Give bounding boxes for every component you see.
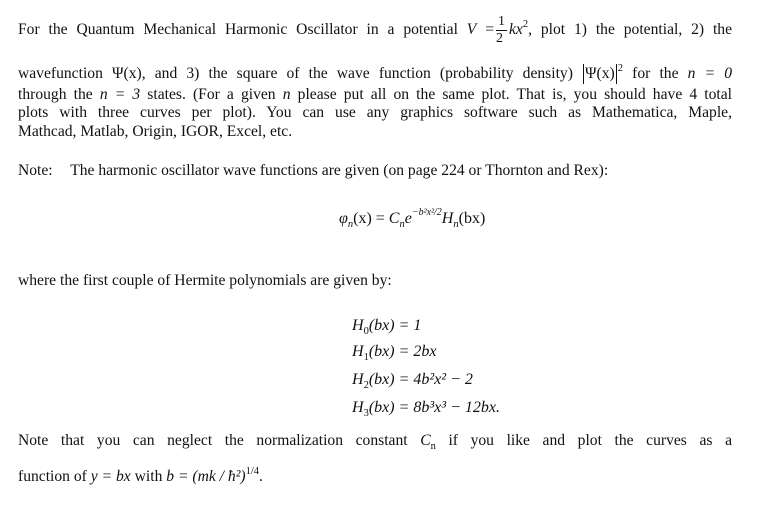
paragraph-line-1	[18, 15, 732, 46]
paragraph-line-5	[18, 123, 292, 141]
h-symbol: H	[352, 317, 364, 334]
hermite-h1	[352, 343, 436, 363]
exponent: 2	[617, 63, 623, 74]
c-symbol: C	[388, 210, 400, 227]
paragraph-line-3	[18, 86, 732, 104]
fraction-numerator: 1	[497, 14, 505, 29]
subscript: 0	[363, 326, 369, 337]
hermite-h3	[352, 399, 500, 419]
hermite-intro	[18, 272, 392, 290]
subscript: n	[347, 219, 354, 230]
text-span: through the	[18, 86, 93, 103]
hermite-h2	[352, 371, 473, 391]
text-span: for the	[632, 65, 679, 82]
exponent: 1/4	[245, 466, 259, 477]
h-symbol: H	[441, 210, 454, 227]
abs-bar-right	[616, 64, 617, 84]
abs-psi	[582, 65, 623, 82]
psi-expression: Ψ(x)	[112, 65, 142, 82]
text-span: states. (For a given	[147, 86, 276, 103]
potential-symbol: V	[466, 21, 477, 39]
fraction-denominator: 2	[495, 31, 503, 46]
subscript: 2	[363, 380, 369, 391]
text-span: with	[134, 468, 163, 485]
paragraph-line-4	[18, 104, 732, 122]
text-span: , plot 1) the potential, 2) the	[528, 21, 732, 39]
lhs-argument: (x) =	[353, 210, 389, 227]
hermite-h0	[352, 317, 421, 337]
e-symbol: e	[404, 210, 412, 227]
note-line	[18, 162, 608, 180]
text-span: For the Quantum Mechanical Harmonic Oscillator in a potential	[18, 21, 458, 39]
note-label: Note:	[18, 162, 53, 179]
subscript: n	[453, 219, 459, 230]
wavefunction-equation	[339, 207, 485, 230]
fraction-one-half	[496, 15, 507, 46]
h-symbol: H	[352, 371, 364, 388]
text-span: Mathcad, Matlab, Origin, IGOR, Excel, etc.	[18, 123, 293, 140]
text-span: please put all on the same plot. That is, you should have 4 total	[297, 86, 732, 103]
subscript: 3	[363, 408, 369, 419]
note-text: The harmonic oscillator wave functions are given (on page 224 or Thornton and Rex):	[70, 162, 609, 179]
text-span: Note that you can neglect the normalization constant	[18, 432, 408, 449]
text-span: function of	[18, 468, 87, 485]
subscript: n	[399, 219, 405, 230]
b-definition: b = (mk / ħ²)	[166, 468, 246, 485]
h-symbol: H	[352, 399, 364, 416]
polynomial-expression: (bx) = 2bx	[368, 343, 437, 360]
abs-bar-left	[583, 64, 584, 84]
text-span: , and 3) the square of the wave function (probability density)	[141, 65, 573, 82]
subscript: n	[430, 441, 436, 452]
exponent: 2	[522, 19, 529, 31]
c-symbol: C	[420, 432, 431, 449]
text-span: if you like and plot the curves as a	[448, 432, 732, 449]
equals-sign: =	[485, 21, 494, 39]
polynomial-expression: (bx) = 4b²x² − 2	[368, 371, 473, 388]
psi-expression: Ψ(x)	[585, 65, 615, 82]
paragraph-line-2	[18, 60, 732, 84]
rhs-argument: (bx)	[458, 210, 486, 227]
n-symbol: n	[282, 86, 291, 103]
n-zero: n = 0	[687, 65, 733, 82]
exponent: −b²x²/2	[411, 207, 442, 218]
phi-symbol: φ	[339, 210, 348, 227]
text-span: plots with three curves per plot). You can use any graphics software such as Mathematica, Maple,	[18, 104, 732, 121]
closing-line-1	[18, 432, 732, 456]
closing-line-2	[18, 463, 263, 486]
polynomial-expression: (bx) = 1	[368, 317, 422, 334]
polynomial-expression: (bx) = 8b³x³ − 12bx.	[368, 399, 500, 416]
kx-term: kx	[508, 21, 523, 39]
subscript: 1	[363, 352, 369, 363]
text-span: wavefunction	[18, 65, 103, 82]
text-span: where the first couple of Hermite polynomials are given by:	[18, 272, 392, 289]
y-definition: y = bx	[90, 468, 131, 485]
h-symbol: H	[352, 343, 364, 360]
n-three: n = 3	[99, 86, 141, 103]
period: .	[259, 468, 263, 485]
